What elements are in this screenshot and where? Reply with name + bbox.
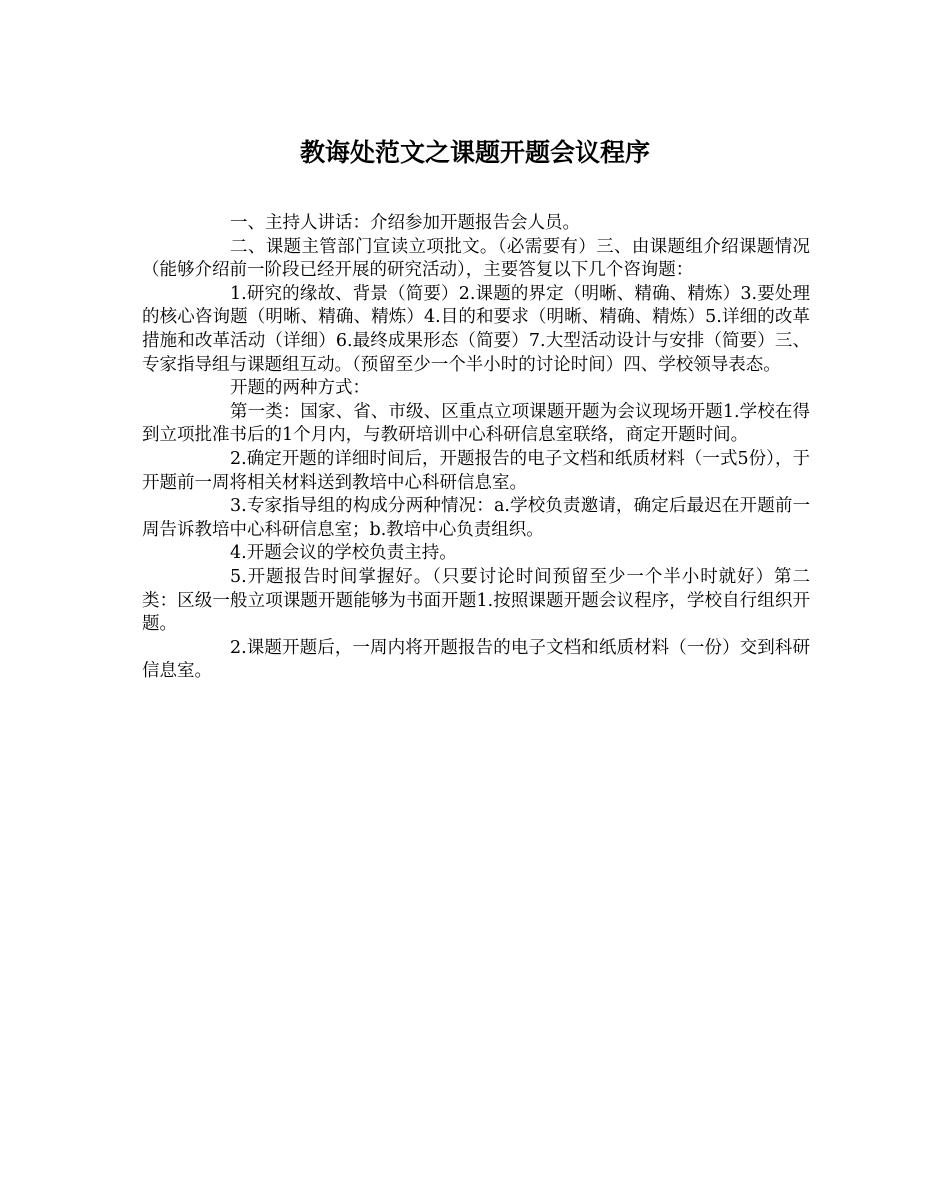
paragraph-10: 2.课题开题后，一周内将开题报告的电子文档和纸质材料（一份）交到科研信息室。 [142,637,810,682]
document-body [142,212,810,684]
paragraph-1: 一、主持人讲话：介绍参加开题报告会人员。 [230,213,580,233]
paragraph-6: 2.确定开题的详细时间后，开题报告的电子文档和纸质材料（一式5份），于开题前一周将相关材料送到教培中心科研信息室。 [142,448,810,493]
paragraph-3: 1.研究的缘故、背景（简要）2.课题的界定（明晰、精确、精炼）3.要处理的核心咨询题（明晰、精确、精炼）4.目的和要求（明晰、精确、精炼）5.详细的改革措施和改革活动（详细）6.最终成果形态（简要）7.大型活动设计与安排（简要）三、专家指导组与课题组互动。（预留至少一个半小时的讨论时间）四、学校领导表态。 [142,283,810,375]
paragraph-5: 第一类：国家、省、市级、区重点立项课题开题为会议现场开题1.学校在得到立项批准书后的1个月内，与教研培训中心科研信息室联络，商定开题时间。 [142,401,810,446]
paragraph-8: 4.开题会议的学校负责主持。 [230,543,457,564]
document-title: 教诲处范文之课题开题会议程序 [299,138,650,167]
paragraph-2: 二、课题主管部门宣读立项批文。（必需要有）三、由课题组介绍课题情况（能够介绍前一阶段已经开展的研究活动），主要答复以下几个咨询题： [142,236,810,281]
paragraph-7: 3.专家指导组的构成分两种情况：a.学校负责邀请，确定后最迟在开题前一周告诉教培中心科研信息室；b.教培中心负责组织。 [142,496,810,540]
paragraph-4: 开题的两种方式： [230,378,370,399]
paragraph-9: 5.开题报告时间掌握好。（只要讨论时间预留至少一个半小时就好）第二类：区级一般立项课题开题能够为书面开题1.按照课题开题会议程序，学校自行组织开题。 [142,566,810,635]
